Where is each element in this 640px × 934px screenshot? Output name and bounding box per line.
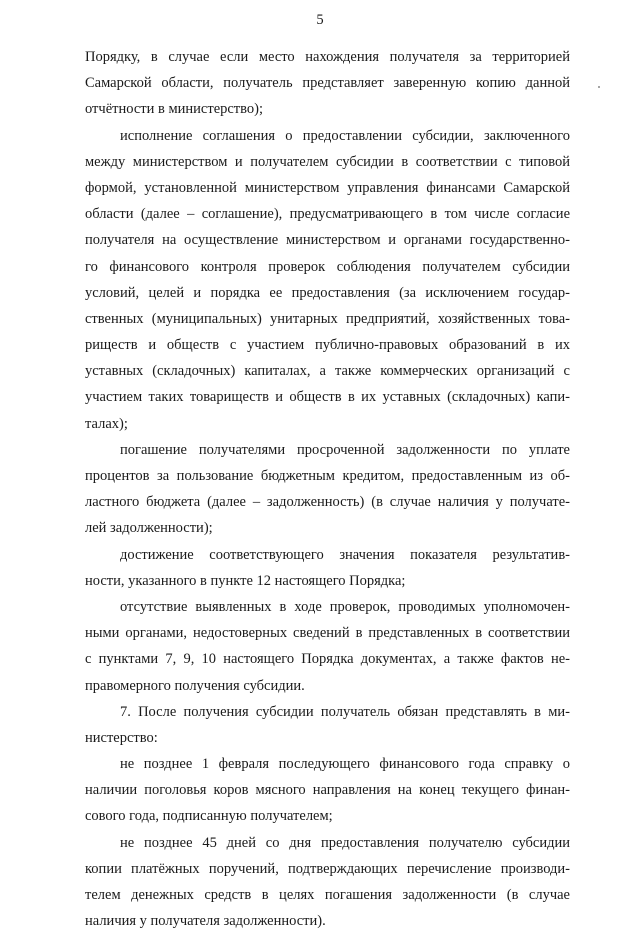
paragraph-overdue-debt <box>85 437 570 542</box>
text-line: правомерного получения субсидии. <box>85 677 305 694</box>
text-line: копии платёжных поручений, подтверждающих перечисление производи- <box>85 860 570 877</box>
text-line: формой, установленной министерством управления финансами Самарской <box>85 179 570 196</box>
text-line: талах); <box>85 415 128 432</box>
text-line: между министерством и получателем субсидии в соответствии с типовой <box>85 153 570 170</box>
text-line: ности, указанного в пункте 12 настоящего Порядка; <box>85 572 406 589</box>
text-line: 7. После получения субсидии получатель обязан представлять в ми- <box>120 703 570 720</box>
text-line: не позднее 45 дней со дня предоставления получателю субсидии <box>120 834 570 851</box>
text-line: области (далее – соглашение), предусматривающего в том числе согласие <box>85 206 570 223</box>
page-number: 5 <box>316 12 324 28</box>
text-line: исполнение соглашения о предоставлении субсидии, заключенного <box>120 127 570 144</box>
text-line: с пунктами 7, 9, 10 настоящего Порядка документах, а также фактов не- <box>85 651 570 668</box>
text-line: риществ и обществ с участием публично-правовых образований в их <box>85 337 570 354</box>
text-line: Порядку, в случае если место нахождения получателя за территорией <box>85 49 570 65</box>
text-line: ластного бюджета (далее – задолженность) (в случае наличия у получате- <box>85 494 570 511</box>
text-line: отчётности в министерство); <box>85 101 264 118</box>
text-line: не позднее 1 февраля последующего финансового года справку о <box>120 756 570 773</box>
text-line: уставных (складочных) капиталах, а также коммерческих организаций с <box>85 363 570 380</box>
text-line: наличии поголовья коров мясного направления на конец текущего финан- <box>85 782 570 799</box>
text-line: Самарской области, получатель представляет заверенную копию данной <box>85 75 570 92</box>
text-line: телем денежных средств в целях погашения задолженности (в случае <box>85 887 570 903</box>
paragraph-agreement <box>85 123 570 437</box>
text-line: участием таких товариществ и обществ в их уставных (складочных) капи- <box>85 389 570 406</box>
text-line: нистерство: <box>85 729 158 746</box>
text-line: ными органами, недостоверных сведений в представленных в соответствии <box>85 625 570 642</box>
paragraph-livestock-certificate <box>85 751 570 830</box>
text-line: отсутствие выявленных в ходе проверок, проводимых уполномочен- <box>120 598 570 615</box>
text-line: лей задолженности); <box>85 520 213 537</box>
text-line: получателя на осуществление министерством и органами государственно- <box>85 232 570 249</box>
paragraph-no-violations <box>85 594 570 699</box>
text-line: сового года, подписанную получателем; <box>85 808 333 825</box>
paragraph-clause-7 <box>85 699 570 751</box>
text-line: условий, целей и порядка ее предоставления (за исключением государ- <box>85 284 570 301</box>
text-line: процентов за пользование бюджетным кредитом, предоставленным из об- <box>85 468 570 484</box>
text-line: погашение получателями просроченной задолженности по уплате <box>120 441 570 458</box>
paragraph-performance-indicator <box>85 542 570 594</box>
paragraph-reporting-continuation <box>85 44 570 123</box>
paragraph-payment-orders <box>85 830 570 934</box>
text-line: го финансового контроля проверок соблюдения получателем субсидии <box>85 258 570 275</box>
text-line: ственных (муниципальных) унитарных предприятий, хозяйственных това- <box>85 310 570 327</box>
body-text <box>85 44 570 934</box>
scan-speck <box>598 86 600 88</box>
text-line: наличия у получателя задолженности). <box>85 913 326 930</box>
text-line: достижение соответствующего значения показателя результатив- <box>120 546 570 563</box>
